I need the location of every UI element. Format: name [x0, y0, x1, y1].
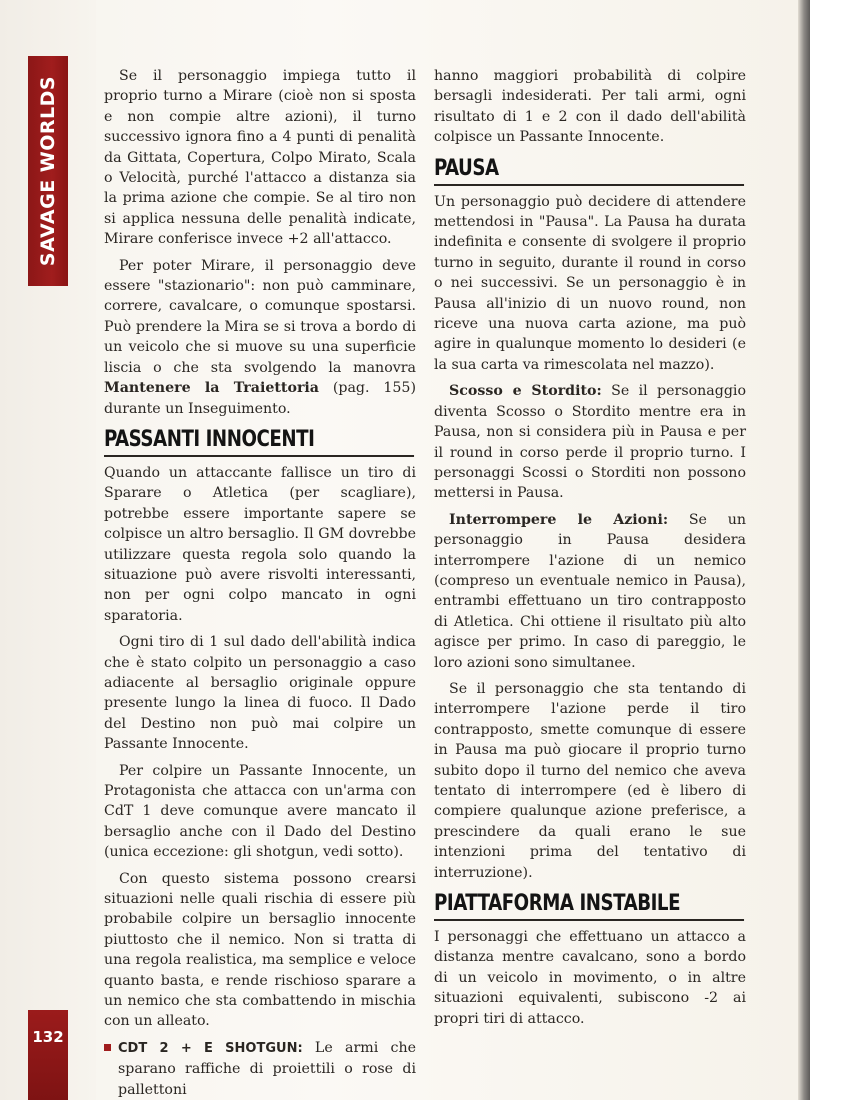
paragraph-text: Se il personaggio diventa Scosso o Stordito mentre era in Pausa, non si considera più in Pausa e per il round in corso perde il proprio turno. I personaggi Scossi o Storditi non possono mettersi in Pausa.: [434, 383, 746, 502]
paragraph: Un personaggio può decidere di attendere mettendosi in "Pausa". La Pausa ha durata indefinita e consente di svolgere il proprio turno in seguito, durante il round in corso o nei successivi. Se un personaggio è in Pausa all'inizio di un nuovo round, non riceve una nuova carta azione, ma può agire in qualunque momento lo desideri (e la sua carta va rimescolata nel mazzo).: [434, 193, 746, 373]
bullet-heading: CDT 2 + E SHOTGUN:: [118, 1040, 303, 1056]
page-edge-shadow: [798, 0, 810, 1100]
bullet-text: Le armi che sparano raffiche di proiettili o rose di pallettoni: [118, 1039, 417, 1098]
left-column: [104, 66, 416, 1100]
bullet-item: [104, 1038, 416, 1100]
chapter-tab: [28, 56, 68, 286]
paragraph: Con questo sistema possono crearsi situazioni nelle quali rischia di essere più probabile colpire un bersaglio innocente piuttosto che il nemico. Non si tratta di una regola realistica, ma semplice e veloce quanto basta, e rende rischioso sparare a un nemico che sta combattendo in mischia con un alleato.: [104, 870, 416, 1030]
right-column: [434, 66, 746, 1035]
page-number: 132: [32, 1028, 64, 1046]
outer-margin: [810, 0, 850, 1100]
spine-title: SAVAGE WORLDS: [37, 75, 59, 267]
paragraph: Ogni tiro di 1 sul dado dell'abilità indica che è stato colpito un personaggio a caso adiacente al bersaglio originale oppure presente lungo la linea di fuoco. Il Dado del Destino non può mai colpire un Passante Innocente.: [104, 634, 416, 753]
paragraph-text: (pag. 155) durante un Inseguimento.: [104, 380, 416, 417]
paragraph: I personaggi che effettuano un attacco a distanza mentre cavalcano, sono a bordo di un veicolo in movimento, o in altre situazioni equivalenti, subiscono -2 ai propri tiri di attacco.: [434, 929, 746, 1027]
paragraph: [434, 381, 746, 503]
page-number-band: [28, 1010, 68, 1100]
bold-term: Scosso e Stordito:: [449, 383, 602, 400]
section-heading-passanti: PASSANTI INNOCENTI: [104, 427, 414, 457]
paragraph: Se il personaggio impiega tutto il proprio turno a Mirare (cioè non si sposta e non compie altre azioni), il turno successivo ignora fino a 4 punti di penalità da Gittata, Copertura, Colpo Mirato, Scala o Velocità, purché l'attacco a distanza sia la prima azione che compie. Se al tiro non si applica nessuna delle penalità indicate, Mirare conferisce invece +2 all'attacco.: [104, 68, 416, 248]
paragraph: Se il personaggio che sta tentando di interrompere l'azione perde il tiro contrapposto, smette comunque di essere in Pausa ma può giocare il proprio turno subito dopo il turno del nemico che aveva tentato di interrompere (ed è libero di compiere qualunque azione preferisce, a prescindere da quali erano le sue intenzioni prima del tentativo di interruzione).: [434, 680, 746, 881]
paragraph: Per colpire un Passante Innocente, un Protagonista che attacca con un'arma con CdT 1 deve comunque avere mancato il bersaglio anche con il Dado del Destino (unica eccezione: gli shotgun, vedi sotto).: [104, 762, 416, 861]
bold-term: Interrompere le Azioni:: [449, 511, 669, 528]
paragraph-text: Per poter Mirare, il personaggio deve essere "stazionario": non può camminare, correre, cavalcare, o comunque spostarsi. Può prendere la Mira se si trova a bordo di un veicolo che si muove su una superficie liscia o che sta svolgendo la manovra: [104, 257, 416, 376]
bold-term: Mantenere la Traiettoria: [104, 380, 320, 397]
paragraph: Quando un attaccante fallisce un tiro di Sparare o Atletica (per scagliare), potrebbe essere importante sapere se colpisce un altro bersaglio. Il GM dovrebbe utilizzare questa regola solo quando la situazione può avere risvolti interessanti, non per ogni colpo mancato in ogni sparatoria.: [104, 464, 416, 624]
section-heading-piattaforma: PIATTAFORMA INSTABILE: [434, 891, 744, 921]
paragraph-text: Se un personaggio in Pausa desidera interrompere l'azione di un nemico (compreso un eventuale nemico in Pausa), entrambi effettuano un tiro contrapposto di Atletica. Chi ottiene il risultato più alto agisce per primo. In caso di pareggio, le loro azioni sono simultanee.: [434, 511, 746, 671]
paragraph: [434, 510, 746, 673]
section-heading-pausa: PAUSA: [434, 156, 744, 186]
sidebar: [0, 0, 96, 1100]
paragraph: [104, 256, 416, 419]
paragraph: hanno maggiori probabilità di colpire bersagli indesiderati. Per tali armi, ogni risultato di 1 e 2 con il dado dell'abilità colpisce un Passante Innocente.: [434, 68, 746, 146]
